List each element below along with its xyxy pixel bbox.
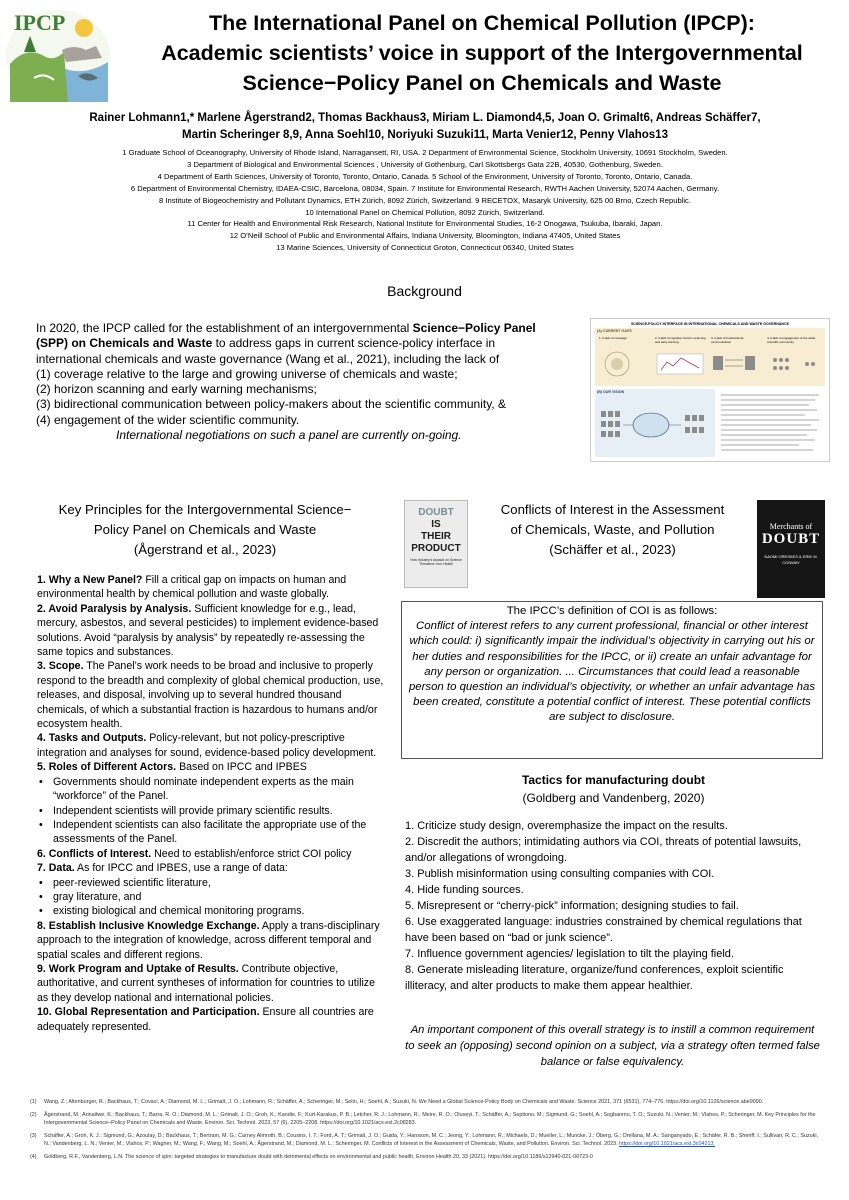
- tactic-item: 3. Publish misinformation using consulting companies with COI.: [405, 868, 715, 880]
- list-item: • existing biological and chemical monitoring programs.: [53, 904, 387, 918]
- gap-4: 4. A lack of engagement of the wider scientific community: [767, 336, 816, 344]
- background-heading: Background: [387, 283, 462, 299]
- kp-heading-line-1: Key Principles for the Intergovernmental Science−: [58, 502, 352, 517]
- book1-line-3: THEIR: [421, 531, 451, 542]
- gap-2: 2. A lack of cognitive horizon scanning and early warning: [655, 336, 706, 344]
- title-line-2: Academic scientists’ voice in support of the Intergovernmental: [161, 41, 803, 65]
- tactic-item: 2. Discredit the authors; intimidating authors via COI, threats of potential lawsuits, and/or allegations of wrongdoing.: [405, 836, 802, 864]
- background-item: (2) horizon scanning and early warning mechanisms;: [36, 382, 317, 397]
- principle-text: The Panel’s work needs to be broad and inclusive to properly respond to the breadth and complexity of global chemical production, use, releases, and disposal, involving up to several hundred thousand chemicals, of which a substantial fraction is hazardous to humans and/or ecosystem health.: [37, 660, 384, 731]
- background-item: (4) engagement of the wider scientific community.: [36, 412, 300, 427]
- principle-text: Contribute objective, authoritative, and current syntheses of information for countries to utilize as they develop national and international policies.: [37, 962, 375, 1004]
- coi-heading-line-3: (Schäffer et al., 2023): [549, 542, 676, 557]
- principle-title: 6. Conflicts of Interest.: [37, 847, 152, 860]
- affiliation-line: 4 Department of Earth Sciences, University of Toronto, Toronto, Ontario, Canada. 5 School of the Environment, University of Toronto, Toronto, Ontario, Canada.: [157, 171, 693, 181]
- principle-text: Sufficient knowledge for e.g., lead, mercury, asbestos, and several pesticides) to implement evidence-based solutions. Avoid “paralysis by analysis” by repeatedly re-assessing the same topics and substances.: [37, 602, 379, 659]
- principle-4: [37, 731, 387, 760]
- tactics-citation: (Goldberg and Vandenberg, 2020): [522, 791, 705, 805]
- principle-8: [37, 919, 387, 962]
- reference-text: Wang, Z.; Altenburger, R.; Backhaus, T.; Covaci, A.; Diamond, M. L.; Grimalt, J. O.; Lohmann, R.; Schäffer, A.; Scheringer, M.; Selin, H.; Soehl, A.; Suzuki, N. We Need a Global Science-Policy Body on Chemicals and Waste. Science 2021, 371 (6531), 774–776. https://doi.org/10.1126/science.abe9090.: [44, 1099, 764, 1105]
- tactic-item: 5. Misrepresent or “cherry-pick” information; designing studies to fail.: [405, 900, 739, 912]
- tactic-item: 7. Influence government agencies/ legislation to tilt the playing field.: [405, 948, 734, 960]
- current-gaps-panel: [595, 328, 825, 386]
- reference-number: (4): [30, 1153, 37, 1160]
- coi-heading-line-2: of Chemicals, Waste, and Pollution: [510, 522, 715, 537]
- tactics-heading: [400, 771, 827, 807]
- principle-text: Policy-relevant, but not policy-prescriptive integration and analyses for sound, evidence-based policy development.: [37, 732, 377, 759]
- principle-9: [37, 962, 387, 1005]
- key-principles-heading: [30, 500, 380, 560]
- merchants-of-doubt-book-cover: [757, 500, 825, 598]
- coi-heading-line-1: Conflicts of Interest in the Assessment: [500, 502, 725, 517]
- gaps-illustration: [595, 346, 825, 386]
- authors-line-2: Martin Scheringer 8,9, Anna Soehl10, Noriyuki Suzuki11, Marta Venier12, Penny Vlahos13: [182, 129, 668, 141]
- reference-item: [30, 1132, 820, 1149]
- affiliation-line: 12 O’Neill School of Public and Environmental Affairs, Indiana University, Bloomington, Indiana 47405, United States: [229, 231, 621, 241]
- tactics-title: Tactics for manufacturing doubt: [521, 773, 706, 787]
- coi-box-quote: Conflict of interest refers to any current professional, financial or other interest which could: i) significantly impair the individual’s objectivity in carrying out his or her duties and responsibilities for the IPCC, or ii) create an unfair advantage for any person or organization. ... Circumstances that could lead a reasonable person to question an individual’s objectivity, or whether an unfair advantage has been created, constitute a potential conflict of interest. These potential conflicts are subject to disclosure.: [408, 620, 816, 724]
- reference-item: [30, 1111, 820, 1128]
- ipcc-coi-definition-box: [401, 601, 823, 759]
- list-item: • Independent scientists will provide primary scientific results.: [53, 804, 387, 818]
- background-item: (1) coverage relative to the large and growing universe of chemicals and waste;: [36, 366, 458, 381]
- poster-title: [118, 8, 846, 98]
- principle-text: Ensure all countries are adequately represented.: [37, 1006, 374, 1033]
- affiliation-line: 1 Graduate School of Oceanography, University of Rhode Island, Narragansett, RI, USA. 2 Department of Environmental Science, Stockholm University, 10691 Stockholm, Sweden.: [122, 148, 728, 157]
- kp-heading-line-2: Policy Panel on Chemicals and Waste: [93, 522, 317, 537]
- principle-text: Apply a trans-disciplinary approach to the integration of knowledge, across different temporal and spatial scales and different regions.: [37, 919, 380, 961]
- book1-line-4: PRODUCT: [411, 543, 461, 554]
- background-line: international chemicals and waste governance (Wang et al., 2021), including the lack of: [36, 351, 500, 366]
- our-vision-panel: [595, 389, 715, 457]
- book1-line-2: IS: [431, 519, 441, 530]
- principle-6: [37, 847, 387, 861]
- principle-title: 4. Tasks and Outputs.: [37, 732, 147, 745]
- book2-authors: NAOMI ORESKES & ERIK M. CONWAY: [764, 554, 818, 565]
- principle-text: As for IPCC and IPBES, use a range of data:: [74, 862, 288, 875]
- bg-text-spp-cont: (SPP) on Chemicals and Waste: [36, 336, 213, 351]
- authors-line-1: Rainer Lohmann1,* Marlene Ågerstrand2, Thomas Backhaus3, Miriam L. Diamond4,5, Joan O. Grimalt6, Andreas Schäffer7,: [89, 112, 761, 124]
- author-list: [80, 110, 770, 144]
- principle-text: Fill a critical gap on impacts on human and environmental health by chemical pollution and waste globally.: [37, 574, 347, 601]
- logo-text: IPCP: [14, 10, 66, 35]
- list-item: • gray literature, and: [53, 890, 387, 904]
- bg-text-a: In 2020, the IPCP called for the establishment of an intergovernmental: [36, 321, 413, 335]
- reference-text: Goldberg, R.F., Vandenberg, L.N. The science of spin: targeted strategies to manufacture doubt with detrimental effects on environmental and public health. Environ Health 20, 33 (2021). https://doi.org/10.1186/s12940-021-00723-0: [44, 1153, 593, 1160]
- tactic-item: 6. Use exaggerated language: industries constrained by chemical regulations that have been based on “bad or junk science”.: [405, 916, 802, 944]
- book1-line-1: DOUBT: [418, 507, 454, 518]
- tactics-list: [405, 818, 825, 994]
- principle-title: 2. Avoid Paralysis by Analysis.: [37, 602, 192, 615]
- reference-number: (2): [30, 1111, 37, 1118]
- affiliation-line: 13 Marine Sciences, University of Connecticut Groton, Connecticut 06340, United States: [276, 243, 574, 253]
- list-item: • Independent scientists can also facilitate the appropriate use of the assessments of the Panel.: [53, 818, 387, 847]
- science-policy-interface-figure: [590, 318, 830, 462]
- book2-line-1: Merchants of: [769, 522, 813, 531]
- principle-1: [37, 573, 387, 602]
- vision-label: (B) OUR VISION: [597, 390, 625, 394]
- title-line-3: Science−Policy Panel on Chemicals and Waste: [242, 71, 722, 95]
- affiliation-line: 8 Institute of Biogeochemistry and Pollutant Dynamics, ETH Zürich, 8092 Zürich, Switzerland. 9 RECETOX, Masaryk University, 625 00 Brno, Czech Republic.: [159, 195, 691, 205]
- book1-subtitle: How Industry's Assault on Science Threatens Your Health: [410, 558, 462, 566]
- figure-title: SCIENCE-POLICY INTERFACE IN INTERNATIONAL CHEMICALS AND WASTE GOVERNANCE: [631, 322, 789, 326]
- references: [30, 1098, 820, 1166]
- bg-text-spp: Science−Policy Panel: [412, 321, 536, 335]
- principle-2: [37, 602, 387, 660]
- principle-text: Need to establish/enforce strict COI policy: [151, 847, 352, 860]
- reference-number: (3): [30, 1132, 37, 1139]
- principle-title: 8. Establish Inclusive Knowledge Exchange.: [37, 919, 260, 932]
- list-item: • Governments should nominate independent experts as the main “workforce” of the Panel.: [53, 775, 387, 804]
- vision-text-block: [719, 391, 825, 457]
- conflicts-of-interest-heading: [470, 500, 755, 560]
- background-line: [36, 321, 584, 336]
- coi-box-lead: The IPCC’s definition of COI is as follows:: [506, 605, 718, 617]
- affiliation-line: 11 Center for Health and Environmental Risk Research, National Institute for Environmental Studies, 16-2 Onogawa, Tsukuba, Ibaraki, Japan.: [187, 219, 663, 229]
- doubt-is-their-product-book-cover: [404, 500, 468, 588]
- principle-10: [37, 1005, 387, 1034]
- principle-title: 7. Data.: [37, 862, 75, 875]
- reference-number: (1): [30, 1099, 37, 1105]
- tactic-item: 1. Criticize study design, overemphasize the impact on the results.: [405, 820, 728, 832]
- principle-7: [37, 861, 387, 875]
- list-item: • peer-reviewed scientific literature,: [53, 876, 387, 890]
- principle-text: Based on IPCC and IPBES: [176, 761, 307, 774]
- affiliation-line: 3 Department of Biological and Environmental Sciences , University of Gothenburg, Carl Skottsbergs Gata 22B, 40530, Gothenburg, Sweden.: [187, 159, 663, 169]
- principle-title: 1. Why a New Panel?: [37, 574, 143, 586]
- background-note: International negotiations on such a panel are currently on-going.: [116, 428, 462, 443]
- principle-3: [37, 659, 387, 731]
- principle-title: 10. Global Representation and Participation.: [37, 1006, 260, 1019]
- key-principles-list: [37, 573, 387, 1034]
- background-item: (3) bidirectional communication between policy-makers about the scientific community, &: [36, 397, 506, 412]
- ipcp-logo: [4, 6, 112, 104]
- background-text: [36, 321, 584, 443]
- affiliations: [30, 147, 820, 254]
- gap-3: 3. A lack of bi-directional communication: [711, 336, 744, 344]
- principle-title: 9. Work Program and Uptake of Results.: [37, 962, 239, 975]
- kp-heading-line-3: (Ågerstrand et al., 2023): [133, 542, 277, 557]
- actors-list: [37, 775, 387, 847]
- reference-body: [44, 1132, 820, 1149]
- reference-item: [30, 1098, 820, 1107]
- vision-illustration: [595, 397, 715, 455]
- reference-text: Ågerstrand, M.; Arinaitwe, K.; Backhaus, T.; Barra, R. O.; Diamond, M. L.; Grimalt, J. O.; Groh, K.; Kandie, F.; Kurt-Karakus, P. B.; Letcher, R. J.; Lohmann, R.; Meire, R. O.; Oluseyi, T.; Schäffer, A.; Septiono, M.; Sigmund, G.; Soehl, A.; Sogbanmu, T. O.; Suzuki, N.; Venier, M.; Vlahos, P.; Scheringer, M. Key Principles for the Intergovernmental Science–Policy Panel on Chemicals and Waste. Environ. Sci. Technol. 2023, 57 (6), 2205–2208. https://doi.org/10.1021/acs.est.2c08283.: [44, 1111, 816, 1127]
- reference-item: [30, 1153, 820, 1162]
- book2-line-2: DOUBT: [761, 531, 821, 547]
- affiliation-line: 10 International Panel on Chemical Pollution, 8092 Zürich, Switzerland.: [305, 207, 545, 217]
- affiliation-line: 6 Department of Environmental Chemistry, IDAEA-CSIC, Barcelona, 08034, Spain. 7 Institute for Environmental Research, RWTH Aachen University, 52074 Aachen, Germany.: [130, 183, 720, 193]
- closing-statement: An important component of this overall strategy is to instill a common requirement to seek an (opposing) second opinion on a subject, via a strategy often termed false balance or false equivalency.: [405, 1024, 820, 1068]
- gap-1: 1. A lack of coverage: [599, 336, 627, 340]
- principle-title: 5. Roles of Different Actors.: [37, 761, 177, 774]
- reference-link[interactable]: https://doi.org/10.1021/acs.est.3c04213.: [619, 1141, 715, 1148]
- tactic-item: 8. Generate misleading literature, organize/fund conferences, exploit scientific illiteracy, and alter products to make them appear healthier.: [405, 964, 784, 992]
- title-line-1: The International Panel on Chemical Pollution (IPCP):: [209, 11, 755, 35]
- reference-text: Schäffer, A.; Groh, K. J.; Sigmund, G.; Azoulay, D.; Backhaus, T.; Bertram, M. G.; Carney Almroth, B.; Cousins, I. T.; Ford, A. T.; Grimalt, J. O.; Guida, Y.; Hansson, M. C.; Jeong, Y.; Lohmann, R.; Michaels, D.; Mueller, L.; Muncke, J.; Öberg, G.; Orellana, M. A.; Sanganyado, E.; Schäfer, R. B.; Sheriff, I.; Sullivan, R. C.; Suzuki, N.; Vandenberg, L. N.; Venier, M.; Vlahos, P.; Wagner, M.; Wang, F.; Wang, M.; Soehl, A.; Ågerstrand, M.; Diamond, M. L.; Scheringer, M. Conflicts of Interest in the Assessment of Chemicals, Waste, and Pollution. Environ. Sci. Technol. 2023.: [44, 1132, 819, 1148]
- tactic-item: 4. Hide funding sources.: [405, 884, 524, 896]
- bg-text-d: to address gaps in current science-policy interface in: [212, 336, 496, 351]
- data-sources-list: [37, 876, 387, 919]
- principle-title: 3. Scope.: [37, 660, 84, 673]
- background-line: [36, 336, 584, 351]
- gaps-label: (A) CURRENT GAPS: [597, 329, 632, 333]
- principle-5: [37, 760, 387, 774]
